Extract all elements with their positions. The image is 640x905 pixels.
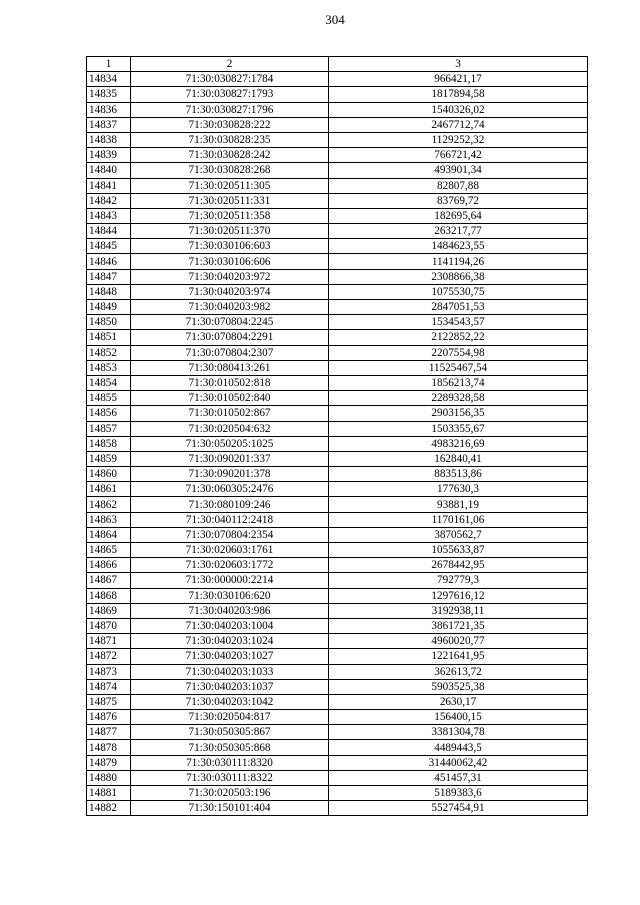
value-cell: 11525467,54 xyxy=(329,360,588,375)
table-row xyxy=(87,254,588,269)
table-row xyxy=(87,421,588,436)
cadastral-number-cell: 71:30:020503:196 xyxy=(131,786,329,801)
cadastral-number-cell: 71:30:150101:404 xyxy=(131,801,329,816)
table-row xyxy=(87,497,588,512)
table-row xyxy=(87,208,588,223)
row-number-cell: 14879 xyxy=(87,755,131,770)
value-cell: 2467712,74 xyxy=(329,117,588,132)
row-number-cell: 14843 xyxy=(87,208,131,223)
value-cell: 83769,72 xyxy=(329,193,588,208)
table-row xyxy=(87,406,588,421)
cadastral-number-cell: 71:30:090201:378 xyxy=(131,467,329,482)
table-row xyxy=(87,284,588,299)
row-number-cell: 14882 xyxy=(87,801,131,816)
value-cell: 3192938,11 xyxy=(329,603,588,618)
row-number-cell: 14835 xyxy=(87,87,131,102)
table-row xyxy=(87,558,588,573)
row-number-cell: 14852 xyxy=(87,345,131,360)
row-number-cell: 14870 xyxy=(87,618,131,633)
cadastral-number-cell: 71:30:010502:818 xyxy=(131,375,329,390)
cadastral-number-cell: 71:30:040203:974 xyxy=(131,284,329,299)
value-cell: 3870562,7 xyxy=(329,527,588,542)
row-number-cell: 14875 xyxy=(87,694,131,709)
value-cell: 2289328,58 xyxy=(329,391,588,406)
row-number-cell: 14861 xyxy=(87,482,131,497)
value-cell: 1540326,02 xyxy=(329,102,588,117)
value-cell: 1534543,57 xyxy=(329,315,588,330)
row-number-cell: 14857 xyxy=(87,421,131,436)
row-number-cell: 14841 xyxy=(87,178,131,193)
cadastral-number-cell: 71:30:020603:1772 xyxy=(131,558,329,573)
row-number-cell: 14873 xyxy=(87,664,131,679)
value-cell: 1484623,55 xyxy=(329,239,588,254)
value-cell: 1075530,75 xyxy=(329,284,588,299)
cadastral-number-cell: 71:30:000000:2214 xyxy=(131,573,329,588)
row-number-cell: 14858 xyxy=(87,436,131,451)
value-cell: 156400,15 xyxy=(329,710,588,725)
table-row xyxy=(87,148,588,163)
table-row xyxy=(87,543,588,558)
cadastral-number-cell: 71:30:050205:1025 xyxy=(131,436,329,451)
value-cell: 1221641,95 xyxy=(329,649,588,664)
row-number-cell: 14838 xyxy=(87,132,131,147)
value-cell: 1297616,12 xyxy=(329,588,588,603)
table-row xyxy=(87,786,588,801)
value-cell: 3381304,78 xyxy=(329,725,588,740)
row-number-cell: 14874 xyxy=(87,679,131,694)
column-header-2: 2 xyxy=(131,57,329,72)
cadastral-number-cell: 71:30:040203:1024 xyxy=(131,634,329,649)
table-row xyxy=(87,224,588,239)
row-number-cell: 14845 xyxy=(87,239,131,254)
cadastral-number-cell: 71:30:030106:603 xyxy=(131,239,329,254)
table-row xyxy=(87,117,588,132)
cadastral-number-cell: 71:30:040203:972 xyxy=(131,269,329,284)
row-number-cell: 14856 xyxy=(87,406,131,421)
row-number-cell: 14840 xyxy=(87,163,131,178)
value-cell: 31440062,42 xyxy=(329,755,588,770)
column-header-3: 3 xyxy=(329,57,588,72)
value-cell: 1856213,74 xyxy=(329,375,588,390)
row-number-cell: 14862 xyxy=(87,497,131,512)
row-number-cell: 14880 xyxy=(87,770,131,785)
value-cell: 1129252,32 xyxy=(329,132,588,147)
row-number-cell: 14876 xyxy=(87,710,131,725)
table-row xyxy=(87,618,588,633)
value-cell: 883513,86 xyxy=(329,467,588,482)
value-cell: 2847051,53 xyxy=(329,300,588,315)
row-number-cell: 14846 xyxy=(87,254,131,269)
column-header-1: 1 xyxy=(87,57,131,72)
row-number-cell: 14864 xyxy=(87,527,131,542)
table-row xyxy=(87,391,588,406)
value-cell: 362613,72 xyxy=(329,664,588,679)
value-cell: 263217,77 xyxy=(329,224,588,239)
row-number-cell: 14867 xyxy=(87,573,131,588)
row-number-cell: 14850 xyxy=(87,315,131,330)
value-cell: 4983216,69 xyxy=(329,436,588,451)
row-number-cell: 14839 xyxy=(87,148,131,163)
table-row xyxy=(87,664,588,679)
cadastral-number-cell: 71:30:040203:1037 xyxy=(131,679,329,694)
cadastral-number-cell: 71:30:030106:620 xyxy=(131,588,329,603)
table-row xyxy=(87,634,588,649)
cadastral-number-cell: 71:30:030111:8320 xyxy=(131,755,329,770)
value-cell: 2122852,22 xyxy=(329,330,588,345)
value-cell: 2903156,35 xyxy=(329,406,588,421)
row-number-cell: 14854 xyxy=(87,375,131,390)
value-cell: 93881,19 xyxy=(329,497,588,512)
value-cell: 177630,3 xyxy=(329,482,588,497)
table-header xyxy=(87,57,588,72)
table-row xyxy=(87,740,588,755)
row-number-cell: 14851 xyxy=(87,330,131,345)
table-row xyxy=(87,679,588,694)
table-row xyxy=(87,300,588,315)
cadastral-number-cell: 71:30:050305:867 xyxy=(131,725,329,740)
value-cell: 792779,3 xyxy=(329,573,588,588)
row-number-cell: 14842 xyxy=(87,193,131,208)
row-number-cell: 14871 xyxy=(87,634,131,649)
row-number-cell: 14868 xyxy=(87,588,131,603)
table-row xyxy=(87,178,588,193)
row-number-cell: 14866 xyxy=(87,558,131,573)
row-number-cell: 14855 xyxy=(87,391,131,406)
table-row xyxy=(87,467,588,482)
row-number-cell: 14837 xyxy=(87,117,131,132)
table-row xyxy=(87,436,588,451)
cadastral-number-cell: 71:30:040203:1004 xyxy=(131,618,329,633)
cadastral-number-cell: 71:30:010502:867 xyxy=(131,406,329,421)
table-row xyxy=(87,573,588,588)
row-number-cell: 14853 xyxy=(87,360,131,375)
row-number-cell: 14877 xyxy=(87,725,131,740)
value-cell: 162840,41 xyxy=(329,451,588,466)
table-row xyxy=(87,87,588,102)
page-number: 304 xyxy=(325,12,345,27)
cadastral-number-cell: 71:30:090201:337 xyxy=(131,451,329,466)
cadastral-number-cell: 71:30:020511:370 xyxy=(131,224,329,239)
header-row xyxy=(87,57,588,72)
value-cell: 5903525,38 xyxy=(329,679,588,694)
table-row xyxy=(87,451,588,466)
table-body xyxy=(87,72,588,816)
cadastral-number-cell: 71:30:020504:632 xyxy=(131,421,329,436)
table-row xyxy=(87,725,588,740)
cadastral-number-cell: 71:30:040203:1027 xyxy=(131,649,329,664)
cadastral-number-cell: 71:30:040203:1042 xyxy=(131,694,329,709)
value-cell: 766721,42 xyxy=(329,148,588,163)
row-number-cell: 14863 xyxy=(87,512,131,527)
value-cell: 966421,17 xyxy=(329,72,588,87)
cadastral-number-cell: 71:30:030828:235 xyxy=(131,132,329,147)
value-cell: 1503355,67 xyxy=(329,421,588,436)
table-row xyxy=(87,527,588,542)
cadastral-number-cell: 71:30:070804:2245 xyxy=(131,315,329,330)
table-row xyxy=(87,132,588,147)
value-cell: 2630,17 xyxy=(329,694,588,709)
table-row xyxy=(87,755,588,770)
table-row xyxy=(87,801,588,816)
value-cell: 82807,88 xyxy=(329,178,588,193)
table-row xyxy=(87,588,588,603)
table-row xyxy=(87,710,588,725)
table-row xyxy=(87,315,588,330)
cadastral-number-cell: 71:30:020511:358 xyxy=(131,208,329,223)
table-row xyxy=(87,163,588,178)
value-cell: 5189383,6 xyxy=(329,786,588,801)
value-cell: 1817894,58 xyxy=(329,87,588,102)
cadastral-number-cell: 71:30:040112:2418 xyxy=(131,512,329,527)
value-cell: 1170161,06 xyxy=(329,512,588,527)
table-row xyxy=(87,102,588,117)
row-number-cell: 14878 xyxy=(87,740,131,755)
value-cell: 5527454,91 xyxy=(329,801,588,816)
cadastral-number-cell: 71:30:030828:242 xyxy=(131,148,329,163)
table-row xyxy=(87,512,588,527)
row-number-cell: 14859 xyxy=(87,451,131,466)
row-number-cell: 14834 xyxy=(87,72,131,87)
row-number-cell: 14869 xyxy=(87,603,131,618)
value-cell: 2678442,95 xyxy=(329,558,588,573)
cadastral-number-cell: 71:30:030827:1796 xyxy=(131,102,329,117)
table-row xyxy=(87,345,588,360)
cadastral-number-cell: 71:30:070804:2291 xyxy=(131,330,329,345)
value-cell: 2207554,98 xyxy=(329,345,588,360)
cadastral-number-cell: 71:30:030827:1793 xyxy=(131,87,329,102)
row-number-cell: 14844 xyxy=(87,224,131,239)
table-row xyxy=(87,482,588,497)
row-number-cell: 14860 xyxy=(87,467,131,482)
cadastral-number-cell: 71:30:070804:2307 xyxy=(131,345,329,360)
cadastral-number-cell: 71:30:010502:840 xyxy=(131,391,329,406)
table-row xyxy=(87,193,588,208)
cadastral-number-cell: 71:30:030106:606 xyxy=(131,254,329,269)
row-number-cell: 14847 xyxy=(87,269,131,284)
table-row xyxy=(87,72,588,87)
table-row xyxy=(87,649,588,664)
table-row xyxy=(87,239,588,254)
cadastral-number-cell: 71:30:050305:868 xyxy=(131,740,329,755)
value-cell: 2308866,38 xyxy=(329,269,588,284)
value-cell: 4489443,5 xyxy=(329,740,588,755)
cadastral-number-cell: 71:30:040203:986 xyxy=(131,603,329,618)
cadastral-number-cell: 71:30:080413:261 xyxy=(131,360,329,375)
value-cell: 1141194,26 xyxy=(329,254,588,269)
value-cell: 451457,31 xyxy=(329,770,588,785)
row-number-cell: 14848 xyxy=(87,284,131,299)
value-cell: 1055633,87 xyxy=(329,543,588,558)
row-number-cell: 14836 xyxy=(87,102,131,117)
cadastral-number-cell: 71:30:070804:2354 xyxy=(131,527,329,542)
row-number-cell: 14849 xyxy=(87,300,131,315)
value-cell: 182695,64 xyxy=(329,208,588,223)
cadastral-number-cell: 71:30:030827:1784 xyxy=(131,72,329,87)
table-row xyxy=(87,694,588,709)
value-cell: 3861721,35 xyxy=(329,618,588,633)
table-row xyxy=(87,770,588,785)
cadastral-number-cell: 71:30:020603:1761 xyxy=(131,543,329,558)
table-row xyxy=(87,603,588,618)
table-row xyxy=(87,360,588,375)
value-cell: 4960020,77 xyxy=(329,634,588,649)
row-number-cell: 14872 xyxy=(87,649,131,664)
table-row xyxy=(87,330,588,345)
cadastral-number-cell: 71:30:030828:268 xyxy=(131,163,329,178)
table-row xyxy=(87,269,588,284)
cadastral-number-cell: 71:30:080109:246 xyxy=(131,497,329,512)
cadastral-number-cell: 71:30:030111:8322 xyxy=(131,770,329,785)
cadastral-number-cell: 71:30:060305:2476 xyxy=(131,482,329,497)
table-row xyxy=(87,375,588,390)
value-cell: 493901,34 xyxy=(329,163,588,178)
cadastral-number-cell: 71:30:040203:1033 xyxy=(131,664,329,679)
cadastral-number-cell: 71:30:020511:331 xyxy=(131,193,329,208)
cadastral-number-cell: 71:30:020504:817 xyxy=(131,710,329,725)
cadastral-number-cell: 71:30:030828:222 xyxy=(131,117,329,132)
data-table xyxy=(86,56,588,816)
cadastral-number-cell: 71:30:040203:982 xyxy=(131,300,329,315)
row-number-cell: 14865 xyxy=(87,543,131,558)
row-number-cell: 14881 xyxy=(87,786,131,801)
cadastral-number-cell: 71:30:020511:305 xyxy=(131,178,329,193)
